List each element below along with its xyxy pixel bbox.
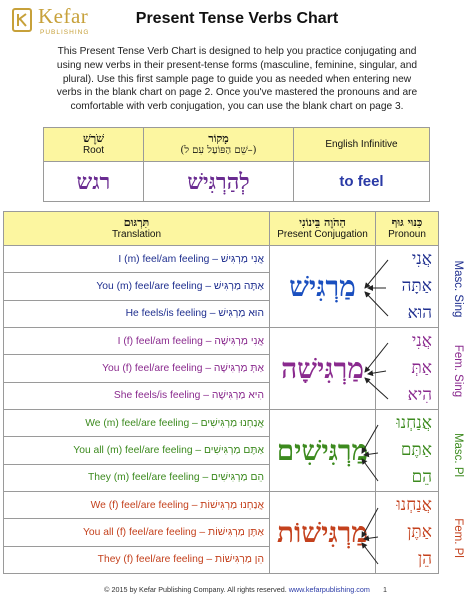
page-number: 1 (383, 585, 387, 594)
intro-paragraph: This Present Tense Verb Chart is designed to help you practice conjugating and using new verbs in their present-tense forms (masculine, feminine, singular, and plural). Use this first sample page to guide you as needed when entering new verbs in the blank chart on page 2. Once you've mastered the pronouns and are comfortable with verb conjugation, you can use the blank chart on page 3. (56, 46, 418, 113)
pronouns-masc-pl (376, 410, 439, 492)
side-label-text: Masc. Pl (452, 432, 464, 478)
source-value: לְהַרְגִּישׁ (187, 168, 250, 195)
translation-cell: He feels/is feeling – הוּא מַרְגִּישׁ (4, 300, 270, 327)
pronoun: אַתָּה (401, 276, 432, 296)
side-label-text: Masc. Sing (452, 260, 464, 318)
pronouns-fem-pl (376, 492, 439, 574)
website-link[interactable]: www.kefarpublishing.com (288, 585, 370, 594)
brand-name: Kefar (38, 4, 89, 28)
pronoun: אֲנִי (411, 331, 432, 351)
translation-cell: She feels/is feeling – הִיא מַרְגִּישָׁה (4, 382, 270, 409)
conjugation-fem-sing: מַרְגִּישָׁה (270, 328, 376, 410)
brand-sub: PUBLISHING (40, 29, 90, 36)
translation-cell: They (f) feel/are feeling – הֵן מַרְגִּישׁוֹת (4, 546, 270, 573)
pronoun: הוּא (407, 303, 432, 323)
footer (0, 585, 474, 594)
pronoun-header (376, 212, 439, 246)
translation-header-english: Translation (111, 228, 162, 240)
side-label-text: Fem. Sing (452, 344, 464, 398)
conjugation-masc-pl: מַרְגִּישִׁים (270, 410, 376, 492)
root-header (44, 128, 144, 162)
pronouns-masc-sing (376, 246, 439, 328)
pronoun: אֲנַחְנוּ (396, 495, 432, 515)
copyright-text: © 2015 by Kefar Publishing Company. All rights reserved. (104, 585, 287, 594)
verb-info-table (43, 127, 430, 202)
source-header-hebrew: מָקוֹר (208, 131, 229, 145)
translation-cell: I (f) feel/am feeling – אֲנִי מַרְגִּישָׁה (4, 328, 270, 355)
source-header (144, 128, 294, 162)
translation-cell: We (f) feel/are feeling – אֲנַחְנוּ מַרְגִּישׁוֹת (4, 492, 270, 519)
side-label-masc-sing (446, 248, 470, 330)
pronoun: אַתְּ (411, 358, 432, 378)
translation-cell: I (m) feel/am feeling – אֲנִי מַרְגִּישׁ (4, 246, 270, 273)
side-label-fem-pl (446, 497, 470, 579)
conjugation-table (3, 211, 439, 574)
page-title: Present Tense Verbs Chart (135, 10, 339, 27)
pronouns-fem-sing (376, 328, 439, 410)
conjugation-fem-pl: מַרְגִּישׁוֹת (270, 492, 376, 574)
pronoun: אַתֶּם (400, 440, 432, 460)
pronoun-header-english: Pronoun (388, 228, 426, 240)
source-header-sub: (שֵׁם הַפּוֹעַל עִם ל–) (180, 144, 257, 156)
root-header-english: Root (82, 144, 105, 156)
translation-cell: You (m) feel/are feeling – אַתָּה מַרְגִּישׁ (4, 273, 270, 300)
conjugation-masc-sing: מַרְגִּישׁ (270, 246, 376, 328)
translation-cell: We (m) feel/are feeling – אֲנַחְנוּ מַרְגִּישִׁים (4, 410, 270, 437)
translation-cell: You all (f) feel/are feeling – אַתֶּן מַרְגִּישׁוֹת (4, 519, 270, 546)
translation-cell: You all (m) feel/are feeling – אַתֶּם מַרְגִּישִׁים (4, 437, 270, 464)
pronoun-header-hebrew: כִּנּוּי גּוּף (391, 215, 423, 229)
pronoun: הֵם (411, 467, 432, 487)
pronoun: הֵן (417, 549, 432, 569)
pronoun: אֲנִי (411, 249, 432, 269)
translation-header-hebrew: תִּרְגּוּם (123, 215, 150, 229)
source-value-cell (144, 162, 294, 202)
conjugation-header-english: Present Conjugation (277, 228, 368, 240)
translation-header (4, 212, 270, 246)
pronoun: אֲנַחְנוּ (396, 413, 432, 433)
root-value: רגש (76, 168, 111, 195)
side-label-text: Fem. Pl (452, 518, 464, 558)
conjugation-header-hebrew: הַהֹוֶה בֵּינוֹנִי (299, 215, 346, 229)
pronoun: הִיא (407, 385, 432, 405)
root-value-cell (44, 162, 144, 202)
infinitive-header-label: English Infinitive (325, 138, 398, 150)
side-label-fem-sing (446, 330, 470, 412)
translation-cell: They (m) feel/are feeling – הֵם מַרְגִּישִׁים (4, 464, 270, 491)
conjugation-header (270, 212, 376, 246)
pronoun: אַתֶּן (407, 522, 432, 542)
side-label-masc-pl (446, 414, 470, 496)
infinitive-header (294, 128, 430, 162)
translation-cell: You (f) feel/are feeling – אַתְּ מַרְגִּישָׁה (4, 355, 270, 382)
infinitive-value-cell (294, 162, 430, 202)
root-header-hebrew: שֹׁרֶשׁ (83, 131, 104, 145)
infinitive-value: to feel (339, 172, 384, 190)
